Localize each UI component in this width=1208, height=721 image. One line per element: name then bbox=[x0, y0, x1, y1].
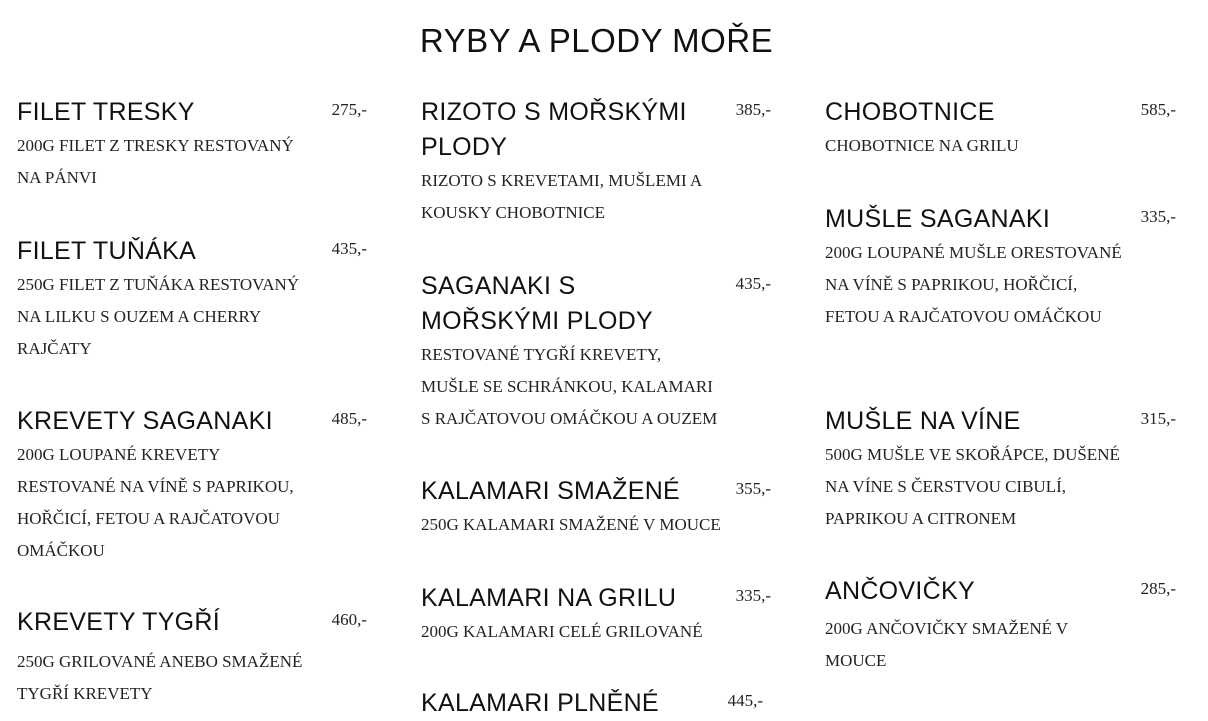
menu-item-description: 200G KALAMARI CELÉ GRILOVANÉ bbox=[421, 622, 703, 641]
menu-item-price: 335,- bbox=[1140, 207, 1176, 226]
menu-item-description: CHOBOTNICE NA GRILU bbox=[825, 136, 1019, 155]
menu-item-price: 435,- bbox=[735, 274, 771, 293]
menu-item-description: RIZOTO S KREVETAMI, MUŠLEMI A KOUSKY CHOBOTNICE bbox=[421, 171, 702, 222]
menu-item bbox=[17, 605, 369, 710]
menu-item-name: KREVETY TYGŘÍ bbox=[17, 608, 221, 636]
menu-item-name: SAGANAKI S MOŘSKÝMI PLODY bbox=[421, 272, 654, 335]
menu-item-description: 200G LOUPANÉ KREVETY RESTOVANÉ NA VÍNĚ S PAPRIKOU, HOŘČICÍ, FETOU A RAJČATOVOU OMÁČKOU bbox=[17, 445, 294, 560]
menu-item-description: 250G KALAMARI SMAŽENÉ V MOUCE bbox=[421, 515, 721, 534]
menu-item-description: 200G LOUPANÉ MUŠLE ORESTOVANÉ NA VÍNĚ S PAPRIKOU, HOŘČICÍ, FETOU A RAJČATOVOU OMÁČKOU bbox=[825, 243, 1122, 326]
menu-item bbox=[825, 202, 1178, 333]
menu-item bbox=[421, 269, 773, 435]
menu-item-description: 250G FILET Z TUŇÁKA RESTOVANÝ NA LILKU S OUZEM A CHERRY RAJČATY bbox=[17, 275, 300, 358]
menu-item bbox=[17, 234, 369, 365]
menu-item-description: 200G FILET Z TRESKY RESTOVANÝ NA PÁNVI bbox=[17, 136, 294, 187]
menu-item-name: MUŠLE NA VÍNE bbox=[825, 407, 1021, 435]
menu-item-price: 285,- bbox=[1140, 579, 1176, 598]
menu-item-name: ANČOVIČKY bbox=[825, 577, 975, 605]
menu-item-name: RIZOTO S MOŘSKÝMI PLODY bbox=[421, 98, 687, 161]
menu-item-name: KREVETY SAGANAKI bbox=[17, 407, 273, 435]
menu-item-name: KALAMARI PLNĚNÉ bbox=[421, 689, 659, 717]
menu-item-name: MUŠLE SAGANAKI bbox=[825, 205, 1051, 233]
menu-item-price: 385,- bbox=[735, 100, 771, 119]
menu-item-name: FILET TRESKY bbox=[17, 98, 195, 126]
menu-item bbox=[421, 686, 773, 721]
menu-item bbox=[17, 95, 369, 194]
menu-item-price: 445,- bbox=[727, 691, 763, 710]
menu-item-name: KALAMARI SMAŽENÉ bbox=[421, 477, 681, 505]
menu-item-price: 315,- bbox=[1140, 409, 1176, 428]
menu-item-description: RESTOVANÉ TYGŘÍ KREVETY, MUŠLE SE SCHRÁNKOU, KALAMARI S RAJČATOVOU OMÁČKOU A OUZEM bbox=[421, 345, 718, 428]
menu-item-price: 335,- bbox=[735, 586, 771, 605]
menu-item-name: KALAMARI NA GRILU bbox=[421, 584, 677, 612]
menu-item-price: 275,- bbox=[331, 100, 367, 119]
menu-item-price: 435,- bbox=[331, 239, 367, 258]
menu-item-description: 250G GRILOVANÉ ANEBO SMAŽENÉ TYGŘÍ KREVETY bbox=[17, 652, 303, 703]
menu-item bbox=[17, 404, 369, 567]
menu-item-description: 500G MUŠLE VE SKOŘÁPCE, DUŠENÉ NA VÍNE S ČERSTVOU CIBULÍ, PAPRIKOU A CITRONEM bbox=[825, 445, 1120, 528]
menu-item-price: 355,- bbox=[735, 479, 771, 498]
menu-item bbox=[421, 581, 773, 648]
menu-item bbox=[421, 95, 773, 229]
menu-item bbox=[825, 95, 1178, 162]
page-title: RYBY A PLODY MOŘE bbox=[419, 22, 774, 60]
menu-item-price: 585,- bbox=[1140, 100, 1176, 119]
menu-item bbox=[825, 404, 1178, 535]
menu-item bbox=[825, 574, 1178, 677]
menu-item-price: 485,- bbox=[331, 409, 367, 428]
menu-item-price: 460,- bbox=[331, 610, 367, 629]
menu-item-description: 200G ANČOVIČKY SMAŽENÉ V MOUCE bbox=[825, 619, 1068, 670]
menu-item-name: CHOBOTNICE bbox=[825, 98, 995, 126]
menu-item-name: FILET TUŇÁKA bbox=[17, 237, 197, 265]
menu-item bbox=[421, 474, 773, 541]
